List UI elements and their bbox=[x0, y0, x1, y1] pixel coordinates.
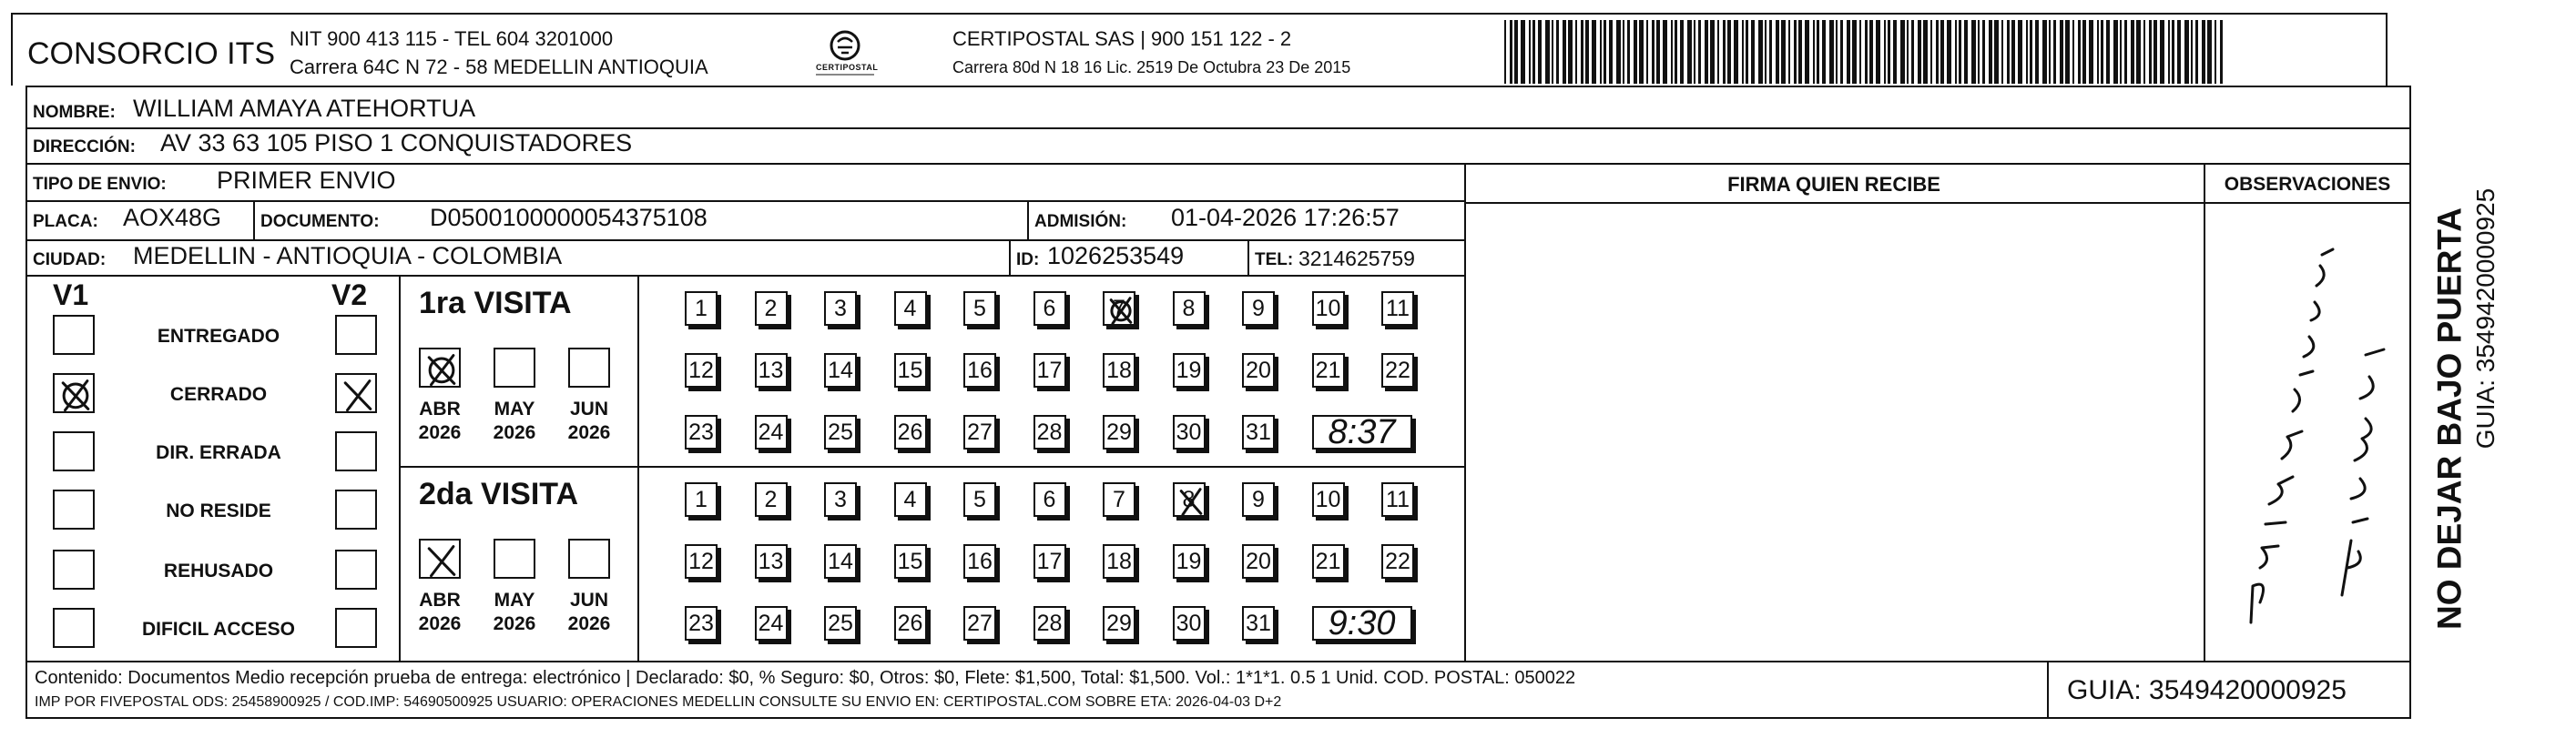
barcode-bar bbox=[2172, 20, 2174, 84]
barcode-bar bbox=[1604, 20, 1606, 84]
day-box[interactable]: 19 bbox=[1173, 353, 1206, 388]
day-box[interactable]: 12 bbox=[685, 353, 718, 388]
barcode-bar bbox=[2202, 20, 2205, 84]
barcode-bar bbox=[1687, 20, 1692, 84]
month-checkbox-may[interactable] bbox=[494, 348, 535, 388]
barcode-bar bbox=[1947, 20, 1951, 84]
barcode-bar bbox=[1563, 20, 1566, 84]
barcode-bar bbox=[1675, 20, 1677, 84]
month-checkbox-jun[interactable] bbox=[568, 348, 610, 388]
handwriting-graphic bbox=[2205, 204, 2409, 659]
day-box[interactable]: 31 bbox=[1242, 606, 1275, 641]
day-box[interactable]: 26 bbox=[894, 606, 927, 641]
day-box[interactable]: 22 bbox=[1381, 544, 1414, 579]
month-checkbox-may[interactable] bbox=[494, 539, 535, 579]
barcode-bar bbox=[2177, 20, 2181, 84]
barcode-bar bbox=[1634, 20, 1637, 84]
day-box[interactable]: 29 bbox=[1103, 606, 1135, 641]
footer-divider bbox=[25, 661, 2411, 662]
direccion-label: DIRECCIÓN: bbox=[33, 137, 136, 157]
barcode-bar bbox=[2011, 20, 2015, 84]
day-box[interactable]: 17 bbox=[1033, 544, 1066, 579]
barcode-bar bbox=[1698, 20, 1701, 84]
barcode-bar bbox=[2078, 20, 2081, 84]
barcode-bar bbox=[2049, 20, 2051, 84]
day-box[interactable]: 25 bbox=[824, 606, 857, 641]
barcode-bar bbox=[1717, 20, 1719, 84]
status-label: NO RESIDE bbox=[166, 500, 271, 521]
day-box[interactable]: 22 bbox=[1381, 353, 1414, 388]
barcode-bar bbox=[2149, 20, 2152, 84]
barcode-bar bbox=[2120, 20, 2122, 84]
barcode-bar bbox=[1876, 20, 1880, 84]
certipostal-logo bbox=[809, 27, 881, 78]
day-box[interactable]: 8 bbox=[1173, 482, 1206, 517]
barcode-bar bbox=[1955, 20, 1957, 84]
day-box[interactable]: 27 bbox=[963, 415, 996, 450]
barcode-bar bbox=[1510, 20, 1512, 84]
observaciones-header: OBSERVACIONES bbox=[2224, 174, 2391, 195]
barcode-bar bbox=[2082, 20, 2086, 84]
day-box[interactable]: 13 bbox=[755, 544, 788, 579]
v1-checkbox-1[interactable] bbox=[53, 373, 95, 413]
admision-label: ADMISIÓN: bbox=[1034, 212, 1127, 231]
barcode-bar bbox=[1600, 20, 1602, 84]
status-label: ENTREGADO bbox=[157, 326, 280, 347]
v2-checkbox-1[interactable] bbox=[335, 373, 377, 413]
day-box[interactable]: 30 bbox=[1173, 606, 1206, 641]
barcode-graphic bbox=[1502, 20, 2231, 84]
barcode-bar bbox=[1710, 20, 1715, 84]
day-box[interactable]: 23 bbox=[685, 415, 718, 450]
v1-checkbox-3[interactable] bbox=[53, 490, 95, 530]
certipostal-info: CERTIPOSTAL SAS | 900 151 122 - 2 bbox=[952, 27, 1292, 50]
handwritten-observation bbox=[2205, 204, 2409, 659]
barcode-bar bbox=[1859, 20, 1861, 84]
day-box[interactable]: 3 bbox=[824, 291, 857, 326]
barcode-bar bbox=[2113, 20, 2118, 84]
month-label: ABR bbox=[419, 399, 461, 419]
certipostal-logo-text: CERTIPOSTAL bbox=[816, 63, 879, 72]
status-label: REHUSADO bbox=[163, 561, 274, 581]
barcode-bar bbox=[2106, 20, 2110, 84]
barcode-bar bbox=[1798, 20, 1802, 84]
barcode-bar bbox=[1504, 20, 1506, 84]
barcode-bar bbox=[2001, 20, 2003, 84]
barcode-bar bbox=[1532, 20, 1535, 84]
barcode-bar bbox=[1646, 20, 1648, 84]
day-box[interactable]: 29 bbox=[1103, 415, 1135, 450]
day-box[interactable]: 8 bbox=[1173, 291, 1206, 326]
barcode-bar bbox=[2026, 20, 2028, 84]
v2-checkbox-0[interactable] bbox=[335, 315, 377, 355]
admision-value: 01-04-2026 17:26:57 bbox=[1171, 204, 1400, 231]
year-label: 2026 bbox=[493, 613, 536, 634]
barcode-bar bbox=[1959, 20, 1961, 84]
day-box[interactable]: 7 bbox=[1103, 482, 1135, 517]
day-box[interactable]: 10 bbox=[1312, 291, 1345, 326]
v2-label: V2 bbox=[331, 278, 368, 311]
day-box[interactable]: 6 bbox=[1033, 482, 1066, 517]
barcode-bar bbox=[2030, 20, 2032, 84]
barcode-bar bbox=[2143, 20, 2145, 84]
barcode-bar bbox=[2065, 20, 2070, 84]
barcode-bar bbox=[1852, 20, 1857, 84]
barcode-bar bbox=[1813, 20, 1815, 84]
barcode-bar bbox=[1822, 20, 1826, 84]
visit-month-divider bbox=[637, 275, 639, 661]
day-box[interactable]: 21 bbox=[1312, 544, 1345, 579]
day-box[interactable]: 3 bbox=[824, 482, 857, 517]
status-divider bbox=[399, 275, 401, 661]
documento-value: D0500100000054375108 bbox=[430, 204, 708, 231]
barcode-bar bbox=[1978, 20, 1980, 84]
barcode-bar bbox=[1514, 20, 1518, 84]
status-label: CERRADO bbox=[169, 384, 268, 405]
barcode-bar bbox=[2160, 20, 2164, 84]
day-box[interactable]: 19 bbox=[1173, 544, 1206, 579]
day-box[interactable]: 18 bbox=[1103, 353, 1135, 388]
day-box[interactable]: 26 bbox=[894, 415, 927, 450]
day-box[interactable]: 24 bbox=[755, 415, 788, 450]
barcode-bar bbox=[1680, 20, 1684, 84]
month-label: JUN bbox=[569, 399, 608, 419]
id-label: ID: bbox=[1016, 250, 1040, 269]
barcode-bar bbox=[2035, 20, 2039, 84]
row-divider bbox=[25, 275, 1464, 277]
barcode-bar bbox=[2131, 20, 2134, 84]
handwritten-time-box: 8:37 bbox=[1312, 415, 1412, 450]
barcode-bar bbox=[1751, 20, 1755, 84]
cell-divider bbox=[253, 200, 255, 239]
ciudad-value: MEDELLIN - ANTIOQUIA - COLOMBIA bbox=[133, 242, 563, 269]
company-name: CONSORCIO ITS bbox=[27, 36, 276, 71]
company-address: Carrera 64C N 72 - 58 MEDELLIN ANTIOQUIA bbox=[290, 56, 708, 78]
month-label: MAY bbox=[494, 590, 535, 611]
barcode-bar bbox=[1671, 20, 1673, 84]
barcode-bar bbox=[2101, 20, 2103, 84]
barcode-bar bbox=[1765, 20, 1767, 84]
v1-checkbox-5[interactable] bbox=[53, 608, 95, 648]
year-label: 2026 bbox=[567, 613, 611, 634]
day-box[interactable]: 11 bbox=[1381, 482, 1414, 517]
day-box[interactable]: 4 bbox=[894, 482, 927, 517]
day-box[interactable]: 13 bbox=[755, 353, 788, 388]
barcode-bar bbox=[1847, 20, 1850, 84]
day-box[interactable]: 4 bbox=[894, 291, 927, 326]
barcode-bar bbox=[2168, 20, 2170, 84]
id-value: 1026253549 bbox=[1047, 242, 1185, 269]
barcode-bar bbox=[1893, 20, 1897, 84]
day-box[interactable]: 28 bbox=[1033, 415, 1066, 450]
barcode-bar bbox=[1888, 20, 1890, 84]
tel-label: TEL: bbox=[1255, 250, 1294, 269]
cell-divider bbox=[1027, 200, 1029, 239]
barcode-bar bbox=[2007, 20, 2010, 84]
documento-label: DOCUMENTO: bbox=[260, 212, 380, 231]
barcode-bar bbox=[1982, 20, 1985, 84]
day-box[interactable]: 24 bbox=[755, 606, 788, 641]
barcode-bar bbox=[2220, 20, 2223, 84]
day-box[interactable]: 15 bbox=[894, 353, 927, 388]
side-warning-text: NO DEJAR BAJO PUERTA bbox=[2430, 207, 2469, 630]
tipo-envio-label: TIPO DE ENVIO: bbox=[33, 175, 167, 194]
barcode-bar bbox=[1758, 20, 1763, 84]
tipo-envio-value: PRIMER ENVIO bbox=[217, 167, 396, 194]
barcode-bar bbox=[1639, 20, 1644, 84]
day-box[interactable]: 15 bbox=[894, 544, 927, 579]
barcode-bar bbox=[1884, 20, 1886, 84]
barcode-bar bbox=[1817, 20, 1819, 84]
year-label: 2026 bbox=[567, 422, 611, 443]
day-box[interactable]: 18 bbox=[1103, 544, 1135, 579]
barcode-bar bbox=[1742, 20, 1744, 84]
day-box[interactable]: 5 bbox=[963, 291, 996, 326]
day-box[interactable]: 25 bbox=[824, 415, 857, 450]
visit-title: 1ra VISITA bbox=[419, 286, 572, 320]
v2-checkbox-2[interactable] bbox=[335, 431, 377, 471]
handwritten-check-mark bbox=[421, 349, 463, 389]
handwritten-check-mark bbox=[421, 541, 463, 581]
handwritten-check-mark bbox=[55, 375, 97, 415]
year-label: 2026 bbox=[418, 422, 462, 443]
day-box[interactable]: 1 bbox=[685, 482, 718, 517]
direccion-value: AV 33 63 105 PISO 1 CONQUISTADORES bbox=[160, 129, 633, 157]
day-box[interactable]: 6 bbox=[1033, 291, 1066, 326]
day-box[interactable]: 20 bbox=[1242, 353, 1275, 388]
v2-checkbox-5[interactable] bbox=[335, 608, 377, 648]
placa-label: PLACA: bbox=[33, 212, 98, 231]
barcode-bar bbox=[1705, 20, 1708, 84]
ciudad-label: CIUDAD: bbox=[33, 250, 107, 269]
license-info: Carrera 80d N 18 16 Lic. 2519 De Octubra 23 De 2015 bbox=[952, 58, 1351, 76]
handwritten-time-box: 9:30 bbox=[1312, 606, 1412, 641]
barcode-bar bbox=[1727, 20, 1731, 84]
barcode-bar bbox=[1568, 20, 1573, 84]
barcode-bar bbox=[1585, 20, 1589, 84]
day-box[interactable]: 2 bbox=[755, 291, 788, 326]
v1-checkbox-4[interactable] bbox=[53, 550, 95, 590]
day-box[interactable]: 20 bbox=[1242, 544, 1275, 579]
signature-area[interactable] bbox=[1466, 204, 2202, 659]
barcode-bar bbox=[2060, 20, 2063, 84]
barcode-bar bbox=[1623, 20, 1624, 84]
day-box[interactable]: 28 bbox=[1033, 606, 1066, 641]
barcode-bar bbox=[1964, 20, 1968, 84]
barcode-bar bbox=[1989, 20, 1992, 84]
barcode-bar bbox=[2136, 20, 2141, 84]
barcode-bar bbox=[1652, 20, 1655, 84]
footer-content: Contenido: Documentos Medio recepción prueba de entrega: electrónico | Declarado: $0, % Seguro: $0, Otros: $0, Flete: $1,500, Total: $1,500. Vol.: 1*1*1. 0.5 1 Unid. COD. POSTAL: 050022 bbox=[35, 668, 1576, 688]
month-checkbox-jun[interactable] bbox=[568, 539, 610, 579]
barcode-bar bbox=[1552, 20, 1553, 84]
day-box[interactable]: 30 bbox=[1173, 415, 1206, 450]
side-guia-text: GUIA: 3549420000925 bbox=[2471, 187, 2500, 450]
barcode-bar bbox=[1592, 20, 1596, 84]
barcode-bar bbox=[1575, 20, 1577, 84]
barcode-bar bbox=[2195, 20, 2198, 84]
barcode-bar bbox=[1656, 20, 1660, 84]
nombre-label: NOMBRE: bbox=[33, 103, 116, 122]
barcode-bar bbox=[1840, 20, 1843, 84]
month-checkbox-abr[interactable] bbox=[419, 539, 461, 579]
status-label: DIR. ERRADA bbox=[156, 442, 281, 463]
barcode-bar bbox=[2053, 20, 2056, 84]
day-box[interactable]: 12 bbox=[685, 544, 718, 579]
barcode-bar bbox=[1930, 20, 1932, 84]
barcode-bar bbox=[2215, 20, 2216, 84]
barcode-bar bbox=[2018, 20, 2022, 84]
barcode-bar bbox=[2089, 20, 2093, 84]
barcode-bar bbox=[1918, 20, 1921, 84]
barcode-bar bbox=[2153, 20, 2157, 84]
barcode-bar bbox=[1734, 20, 1738, 84]
day-box[interactable]: 31 bbox=[1242, 415, 1275, 450]
company-nit: NIT 900 413 115 - TEL 604 3201000 bbox=[290, 27, 614, 50]
day-box[interactable]: 14 bbox=[824, 544, 857, 579]
barcode-bar bbox=[1994, 20, 1999, 84]
barcode-bar bbox=[1556, 20, 1559, 84]
barcode-bar bbox=[1694, 20, 1695, 84]
month-label: JUN bbox=[569, 590, 608, 611]
month-checkbox-abr[interactable] bbox=[419, 348, 461, 388]
cell-divider bbox=[1247, 239, 1249, 275]
day-box[interactable]: 11 bbox=[1381, 291, 1414, 326]
cell-divider bbox=[1009, 239, 1011, 275]
barcode-bar bbox=[1663, 20, 1667, 84]
footer-guia: GUIA: 3549420000925 bbox=[2067, 675, 2347, 705]
v1-label: V1 bbox=[53, 278, 89, 311]
day-box[interactable]: 7 bbox=[1103, 291, 1135, 326]
barcode-bar bbox=[1521, 20, 1525, 84]
barcode-bar bbox=[1529, 20, 1531, 84]
year-label: 2026 bbox=[418, 613, 462, 634]
barcode-bar bbox=[1776, 20, 1779, 84]
barcode-bar bbox=[1723, 20, 1726, 84]
barcode-bar bbox=[1865, 20, 1868, 84]
barcode-bar bbox=[2097, 20, 2099, 84]
footer-print-info: IMP POR FIVEPOSTAL ODS: 25458900925 / COD.IMP: 54690500925 USUARIO: OPERACIONES MEDELLIN CONSULTE SU ENVIO EN: CERTIPOSTAL.COM SOBRE ETA: 2026-04-03 D+2 bbox=[35, 694, 1282, 710]
barcode-bar bbox=[1936, 20, 1939, 84]
day-box[interactable]: 17 bbox=[1033, 353, 1066, 388]
day-box[interactable]: 14 bbox=[824, 353, 857, 388]
barcode-bar bbox=[1900, 20, 1905, 84]
barcode bbox=[1502, 20, 2231, 84]
day-box[interactable]: 16 bbox=[963, 353, 996, 388]
visit-title: 2da VISITA bbox=[419, 477, 579, 511]
barcode-bar bbox=[1581, 20, 1583, 84]
year-label: 2026 bbox=[493, 422, 536, 443]
firma-header: FIRMA QUIEN RECIBE bbox=[1727, 173, 1940, 196]
nombre-value: WILLIAM AMAYA ATEHORTUA bbox=[133, 95, 476, 122]
barcode-bar bbox=[1627, 20, 1630, 84]
barcode-bar bbox=[1794, 20, 1797, 84]
footer-divider-vertical bbox=[2047, 661, 2049, 719]
barcode-bar bbox=[2072, 20, 2074, 84]
barcode-bar bbox=[1869, 20, 1873, 84]
barcode-bar bbox=[1545, 20, 1550, 84]
day-box[interactable]: 2 bbox=[755, 482, 788, 517]
barcode-bar bbox=[1971, 20, 1976, 84]
day-box[interactable]: 27 bbox=[963, 606, 996, 641]
barcode-bar bbox=[1836, 20, 1838, 84]
v2-checkbox-3[interactable] bbox=[335, 490, 377, 530]
row-divider bbox=[25, 200, 1464, 202]
handwritten-check-mark bbox=[1175, 484, 1207, 519]
day-box[interactable]: 9 bbox=[1242, 482, 1275, 517]
handwritten-check-mark bbox=[337, 375, 379, 415]
barcode-bar bbox=[1538, 20, 1542, 84]
day-box[interactable]: 9 bbox=[1242, 291, 1275, 326]
barcode-bar bbox=[1923, 20, 1928, 84]
barcode-bar bbox=[1940, 20, 1944, 84]
barcode-bar bbox=[1788, 20, 1790, 84]
status-label: DIFICIL ACCESO bbox=[141, 619, 295, 640]
month-label: ABR bbox=[419, 590, 461, 611]
day-box[interactable]: 1 bbox=[685, 291, 718, 326]
barcode-bar bbox=[2042, 20, 2047, 84]
barcode-bar bbox=[2207, 20, 2212, 84]
barcode-bar bbox=[2184, 20, 2189, 84]
v2-checkbox-4[interactable] bbox=[335, 550, 377, 590]
day-box[interactable]: 21 bbox=[1312, 353, 1345, 388]
tel-value: 3214625759 bbox=[1298, 247, 1415, 270]
barcode-bar bbox=[1769, 20, 1772, 84]
barcode-bar bbox=[1805, 20, 1809, 84]
day-box[interactable]: 23 bbox=[685, 606, 718, 641]
v1-checkbox-2[interactable] bbox=[53, 431, 95, 471]
row-divider bbox=[25, 163, 2411, 165]
barcode-bar bbox=[1907, 20, 1909, 84]
barcode-bar bbox=[1911, 20, 1914, 84]
barcode-bar bbox=[1609, 20, 1613, 84]
barcode-bar bbox=[1781, 20, 1786, 84]
day-box[interactable]: 5 bbox=[963, 482, 996, 517]
handwritten-check-mark bbox=[1105, 293, 1137, 328]
day-box[interactable]: 16 bbox=[963, 544, 996, 579]
barcode-bar bbox=[1746, 20, 1748, 84]
barcode-bar bbox=[1616, 20, 1621, 84]
barcode-bar bbox=[1829, 20, 1834, 84]
barcode-bar bbox=[2191, 20, 2193, 84]
placa-value: AOX48G bbox=[123, 204, 222, 231]
barcode-bar bbox=[2124, 20, 2127, 84]
day-box[interactable]: 10 bbox=[1312, 482, 1345, 517]
month-label: MAY bbox=[494, 399, 535, 419]
visit-divider bbox=[399, 466, 1464, 468]
v1-checkbox-0[interactable] bbox=[53, 315, 95, 355]
